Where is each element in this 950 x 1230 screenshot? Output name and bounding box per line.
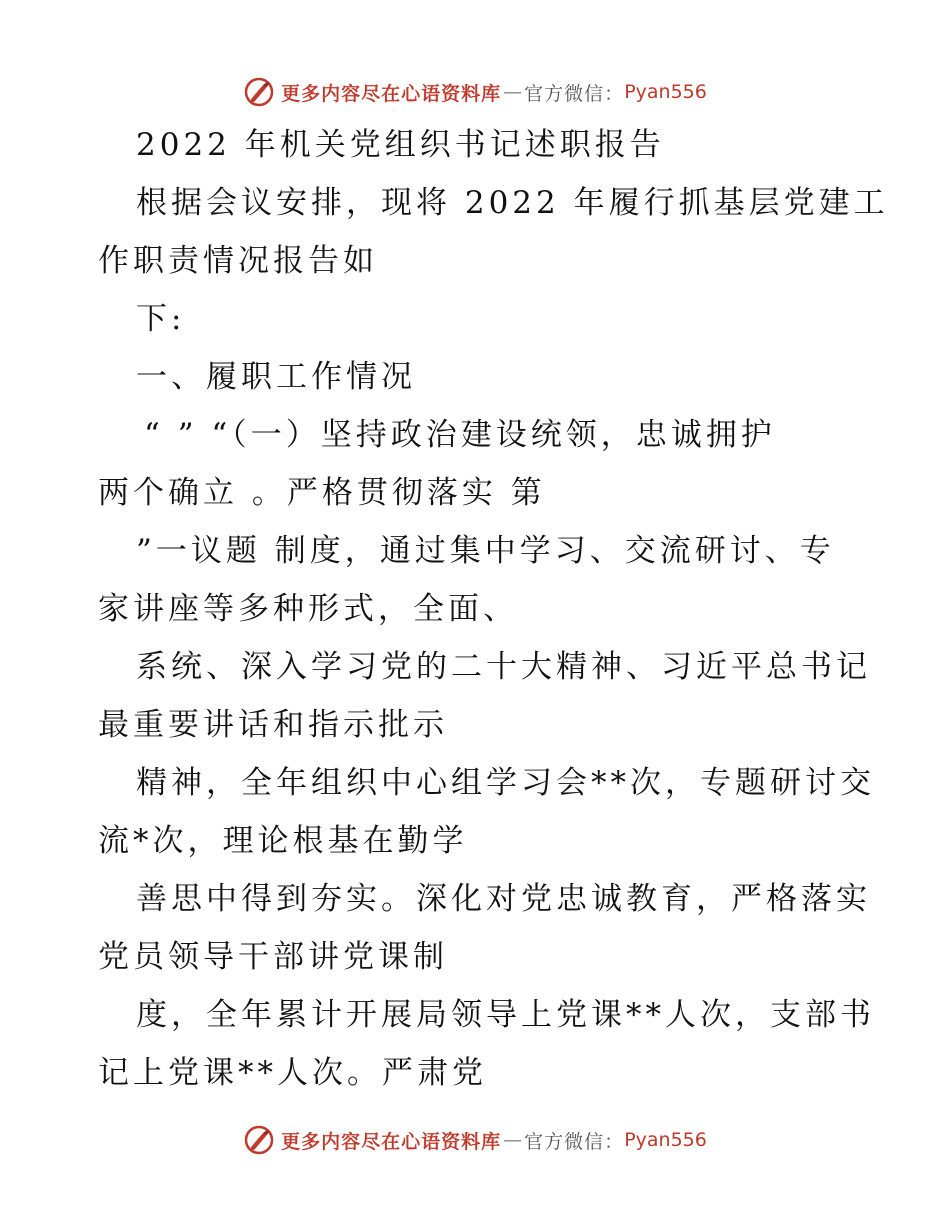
watermark-text: 更多内容尽在心语资料库 <box>281 82 502 105</box>
document-title: 2022 年机关党组织书记述职报告 <box>136 127 665 163</box>
paragraph-line: 最重要讲话和指示批示 <box>98 707 448 743</box>
paragraph-line: 下: <box>136 301 186 337</box>
paragraph-line: 根据会议安排，现将 2022 年履行抓基层党建工 <box>136 185 889 221</box>
paragraph-line: “ ” “（一）坚持政治建设统领，忠诚拥护 <box>144 417 776 453</box>
paragraph-line: 流*次，理论根基在勤学 <box>98 823 468 859</box>
paragraph-line: ”一议题 制度，通过集中学习、交流研讨、专 <box>136 533 835 569</box>
section-heading: 一、履职工作情况 <box>136 359 416 395</box>
watermark-text: 更多内容尽在心语资料库 <box>281 1130 502 1153</box>
document-body <box>98 116 889 1102</box>
watermark-id: Pyan556 <box>624 81 707 103</box>
paragraph-line: 记上党课**人次。严肃党 <box>98 1055 487 1091</box>
paragraph-line: 家讲座等多种形式，全面、 <box>98 591 518 627</box>
paragraph-line: 作职责情况报告如 <box>98 243 378 279</box>
paragraph-line: 度，全年累计开展局领导上党课**人次，支部书 <box>136 997 875 1033</box>
watermark-separator: — <box>503 81 523 103</box>
paragraph-line: 党员领导干部讲党课制 <box>98 939 448 975</box>
paragraph-line: 系统、深入学习党的二十大精神、习近平总书记 <box>136 649 871 685</box>
logo-icon <box>243 1124 275 1156</box>
watermark-id: Pyan556 <box>624 1129 707 1151</box>
watermark-separator: — <box>503 1129 523 1151</box>
watermark-header <box>0 72 950 112</box>
paragraph-line: 两个确立 。严格贯彻落实 第 <box>98 475 546 511</box>
watermark-label: 官方微信： <box>524 82 625 105</box>
logo-icon <box>243 76 275 108</box>
watermark-label: 官方微信： <box>524 1130 625 1153</box>
paragraph-line: 善思中得到夯实。深化对党忠诚教育，严格落实 <box>136 881 871 917</box>
paragraph-line: 精神，全年组织中心组学习会**次，专题研讨交 <box>136 765 875 801</box>
watermark-footer <box>0 1120 950 1160</box>
